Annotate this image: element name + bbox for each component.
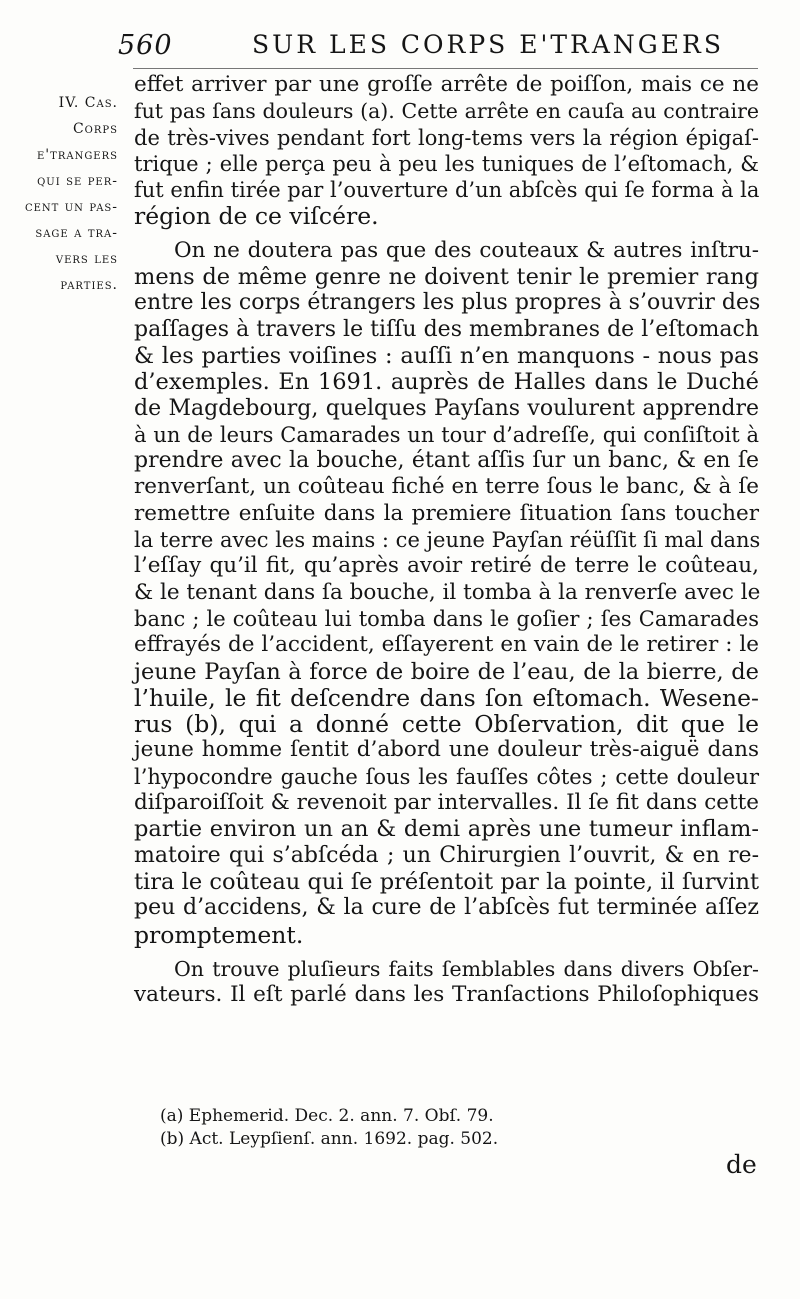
text-line: vateurs. Il eſt parlé dans les Tranſactions Philoſophiques bbox=[134, 982, 759, 1008]
text-line: mens de même genre ne doivent tenir le premier rang bbox=[134, 264, 759, 291]
page-number: 560 bbox=[118, 30, 173, 61]
text-line: paſſages à travers le tiſſu des membranes de l’eſtomach bbox=[134, 316, 759, 342]
footnotes bbox=[160, 1105, 680, 1151]
text-line: matoire qui s’abſcéda ; un Chirurgien l’ouvrit, & en re- bbox=[134, 842, 759, 868]
text-line: d’exemples. En 1691. auprès de Halles dans le Duché bbox=[134, 369, 759, 396]
text-line: & les parties voiſines : auſſi n’en manquons - nous pas bbox=[134, 342, 759, 369]
text-line: partie environ un an & demi après une tumeur inflam- bbox=[134, 816, 759, 843]
paragraph bbox=[134, 956, 759, 1009]
marginal-note-line: cent un pas- bbox=[24, 199, 118, 215]
header-rule bbox=[133, 68, 758, 69]
paragraph bbox=[134, 72, 759, 230]
text-line: entre les corps étrangers les plus propres à s’ouvrir des bbox=[134, 290, 761, 316]
text-line: région de ce viſcére. bbox=[134, 202, 379, 231]
text-line: renverſant, un coûteau fiché en terre ſous le banc, & à ſe bbox=[134, 474, 759, 500]
text-line: de très-vives pendant fort long-tems vers la région épigaſ- bbox=[134, 125, 759, 150]
text-line: de Magdebourg, quelques Payſans voulurent apprendre bbox=[134, 395, 759, 421]
footnote: (a) Ephemerid. Dec. 2. ann. 7. Obſ. 79. bbox=[160, 1106, 494, 1126]
text-line: la terre avec les mains : ce jeune Payſan réüſſit ſi mal dans bbox=[134, 528, 761, 553]
marginal-note-line: Corps bbox=[72, 121, 118, 137]
marginal-note-line: parties. bbox=[60, 277, 118, 293]
text-line: fut enfin tirée par l’ouverture d’un abſcès qui ſe forma à la bbox=[134, 178, 760, 203]
text-line: peu d’accidens, & la cure de l’abſcès fut terminée aſſez bbox=[134, 895, 759, 921]
catchword: de bbox=[726, 1150, 757, 1179]
marginal-note-line: IV. Cas. bbox=[58, 95, 118, 111]
paragraph bbox=[134, 238, 759, 948]
text-line: prendre avec la bouche, étant aſſis ſur un banc, & en ſe bbox=[134, 448, 759, 474]
marginal-note-line: e'trangers bbox=[37, 147, 118, 163]
text-line: à un de leurs Camarades un tour d’adreſſe, qui conſiſtoit à bbox=[134, 422, 759, 447]
marginal-note-line: sage a tra- bbox=[35, 225, 118, 241]
marginal-note bbox=[4, 90, 118, 298]
text-line: On ne doutera pas que des couteaux & autres inſtru- bbox=[174, 237, 759, 263]
text-line: tira le coûteau qui ſe préſentoit par la pointe, il ſurvint bbox=[134, 868, 759, 895]
text-line: diſparoiſſoit & revenoit par intervalles. Il ſe fit dans cette bbox=[134, 790, 759, 816]
text-line: l’eſſay qu’il fit, qu’après avoir retiré de terre le coûteau, bbox=[134, 553, 759, 579]
text-line: jeune homme ſentit d’abord une douleur très-aiguë dans bbox=[134, 737, 759, 763]
text-line: trique ; elle perça peu à peu les tuniques de l’eſtomach, & bbox=[134, 151, 759, 176]
text-line: l’hypocondre gauche ſous les fauſſes côtes ; cette douleur bbox=[134, 764, 759, 789]
running-head: SUR LES CORPS E'TRANGERS bbox=[252, 30, 724, 59]
text-line: effet arriver par une groſſe arrête de poiſſon, mais ce ne bbox=[134, 72, 759, 97]
text-line: jeune Payſan à force de boire de l’eau, de la bierre, de bbox=[134, 658, 759, 685]
footnote: (b) Act. Leypſienſ. ann. 1692. pag. 502. bbox=[160, 1129, 499, 1149]
body-text bbox=[134, 72, 759, 1008]
text-line: rus (b), qui a donné cette Obſervation, dit que le bbox=[134, 710, 759, 739]
text-line: promptement. bbox=[134, 920, 304, 949]
text-line: remettre enſuite dans la premiere ſituation ſans toucher bbox=[134, 500, 759, 526]
text-line: fut pas ſans douleurs (a). Cette arrête en cauſa au contraire bbox=[134, 99, 759, 124]
text-line: & le tenant dans ſa bouche, il tomba à la renverſe avec le bbox=[134, 579, 761, 605]
text-line: effrayés de l’accident, eſſayerent en vain de le retirer : le bbox=[134, 632, 759, 658]
marginal-note-line: vers les bbox=[55, 251, 118, 267]
text-line: banc ; le coûteau lui tomba dans le goſier ; ſes Camarades bbox=[134, 606, 759, 631]
text-line: l’huile, le fit deſcendre dans ſon eſtomach. Wesene- bbox=[134, 683, 759, 712]
marginal-note-line: qui se per- bbox=[37, 173, 118, 189]
text-line: On trouve pluſieurs faits ſemblables dans divers Obſer- bbox=[174, 956, 759, 981]
